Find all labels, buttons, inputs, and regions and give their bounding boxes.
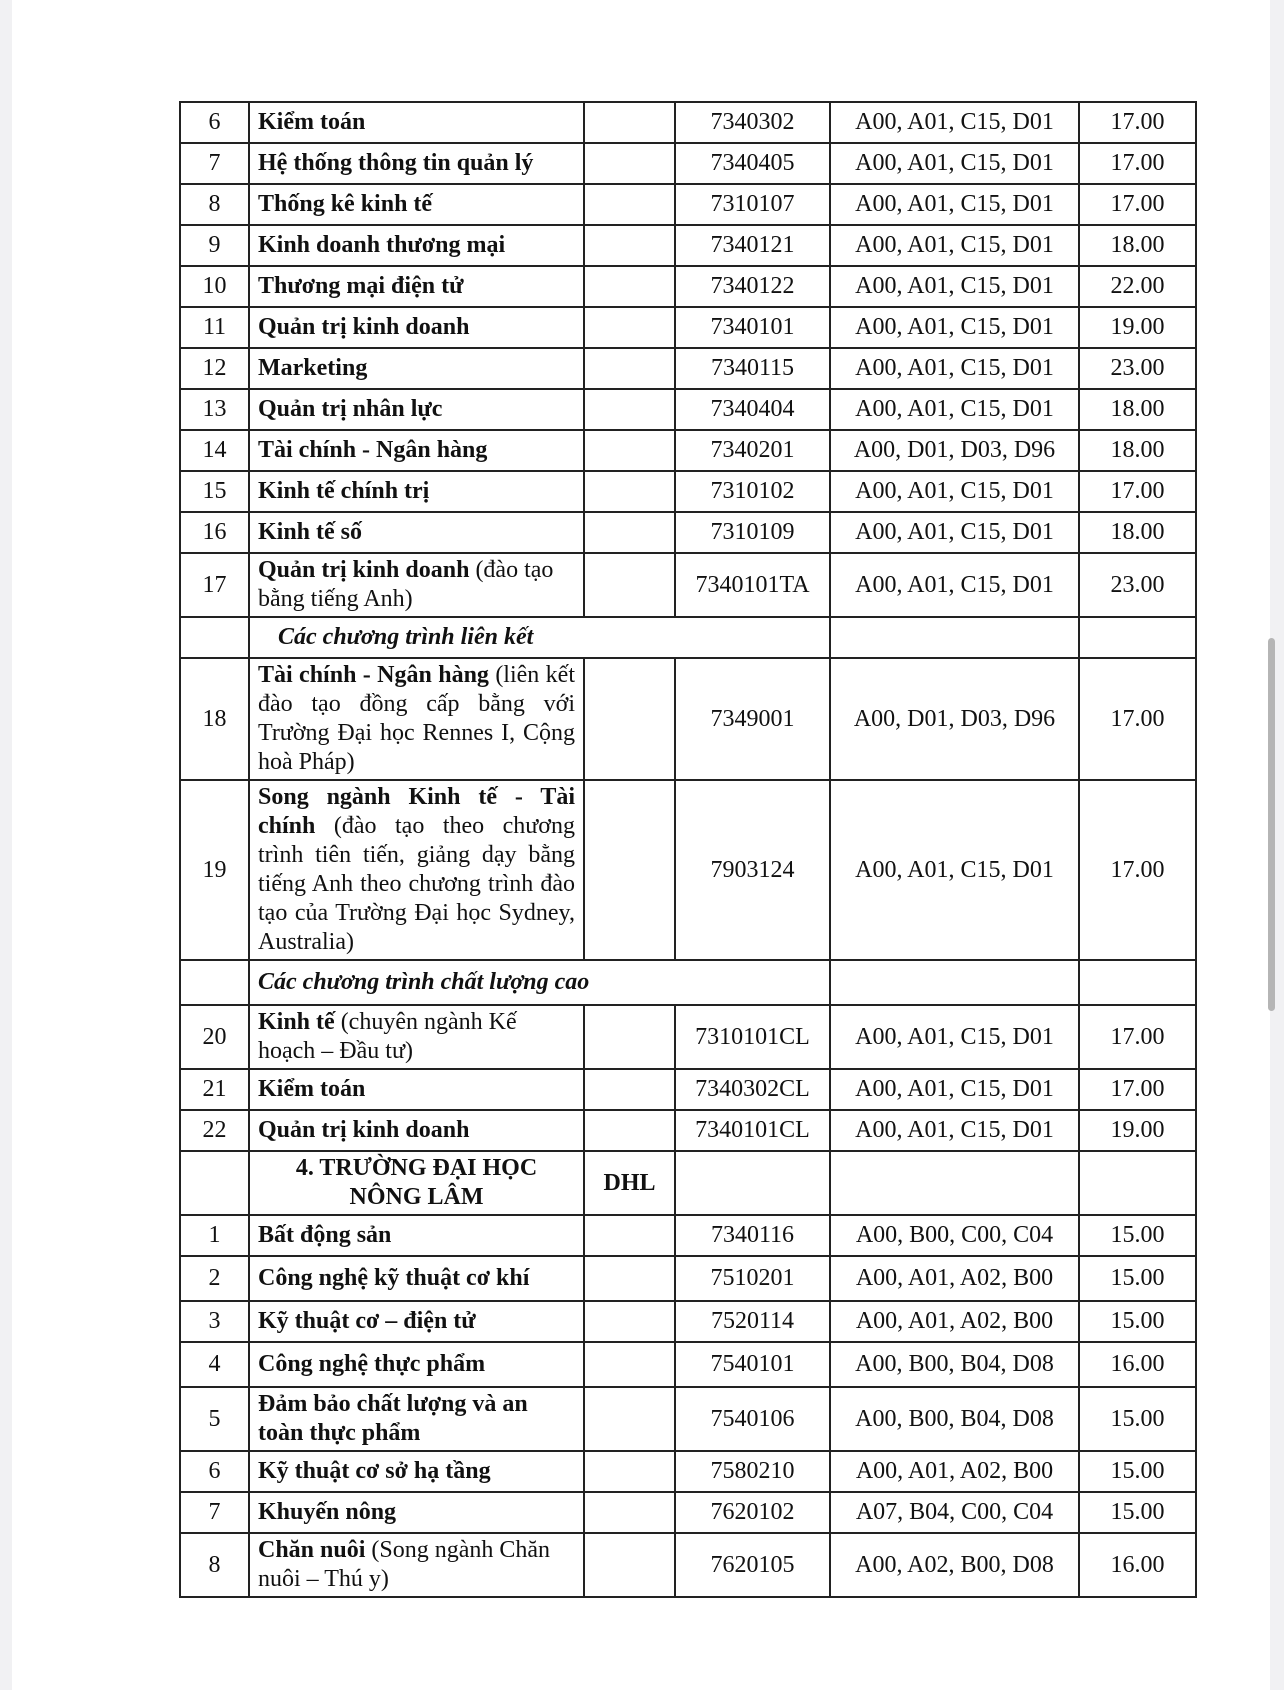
row-number-cell [180,1151,249,1215]
subject-combo-cell: A00, A01, C15, D01 [830,348,1079,389]
school-code-cell [584,1256,675,1301]
school-code-cell [584,348,675,389]
school-code: DHL [584,1151,675,1215]
program-name-cell [249,780,584,960]
major-code-cell: 7349001 [675,658,830,780]
score-cell: 15.00 [1079,1387,1196,1451]
major-code-cell: 7340404 [675,389,830,430]
section-title-lienket: Các chương trình liên kết [249,617,830,658]
program-name-cell [249,471,584,512]
table-row [180,553,1196,617]
school-code-cell [584,307,675,348]
row-number-cell: 11 [180,307,249,348]
program-name-note: (chuyên ngành Kế hoạch – Đầu tư) [258,1009,517,1064]
major-code-cell: 7903124 [675,780,830,960]
subject-combo-cell: A00, B00, C00, C04 [830,1215,1079,1256]
score-cell: 15.00 [1079,1492,1196,1533]
school-code-cell [584,1451,675,1492]
major-code-cell: 7620102 [675,1492,830,1533]
school-code-cell [584,430,675,471]
program-name-bold: Marketing [258,355,368,381]
table-row [180,430,1196,471]
program-name-cell [249,348,584,389]
table-row [180,307,1196,348]
program-name-bold: Kinh tế [258,1009,335,1035]
program-name-cell [249,266,584,307]
table-row [180,102,1196,143]
subject-combo-cell: A00, B00, B04, D08 [830,1342,1079,1387]
major-code-cell: 7340101 [675,307,830,348]
program-name-note: (Song ngành Chăn nuôi – Thú y) [258,1537,551,1592]
program-name-cell [249,1069,584,1110]
school-code-cell [584,389,675,430]
program-name-bold: Quản trị kinh doanh [258,314,470,340]
major-code-cell: 7510201 [675,1256,830,1301]
school-code-cell [584,1110,675,1151]
school-code-cell [584,1005,675,1069]
major-code-cell: 7340115 [675,348,830,389]
score-cell: 17.00 [1079,471,1196,512]
subject-combo-cell: A00, A01, C15, D01 [830,1069,1079,1110]
major-code-cell: 7310107 [675,184,830,225]
score-cell: 17.00 [1079,658,1196,780]
row-number-cell: 20 [180,1005,249,1069]
table-row [180,1301,1196,1342]
subject-combo-cell: A00, D01, D03, D96 [830,430,1079,471]
score-cell: 18.00 [1079,430,1196,471]
row-number-cell: 18 [180,658,249,780]
subject-combo-cell [830,1151,1079,1215]
school-code-cell [584,780,675,960]
program-name-cell [249,658,584,780]
school-code-cell [584,1215,675,1256]
vertical-scrollbar[interactable] [1268,638,1275,1011]
subject-combo-cell: A07, B04, C00, C04 [830,1492,1079,1533]
program-name-cell [249,430,584,471]
program-name-cell [249,184,584,225]
program-name-bold: Quản trị nhân lực [258,396,443,422]
school-header-row [180,1151,1196,1215]
program-name-cell [249,102,584,143]
major-code-cell: 7340101CL [675,1110,830,1151]
row-number-cell: 6 [180,1451,249,1492]
section-row [180,960,1196,1005]
subject-combo-cell [830,960,1079,1005]
program-name-cell [249,553,584,617]
school-code-cell [584,1301,675,1342]
table-row [180,1110,1196,1151]
subject-combo-cell: A00, A01, C15, D01 [830,553,1079,617]
table-row [180,512,1196,553]
score-cell: 15.00 [1079,1301,1196,1342]
subject-combo-cell: A00, A01, C15, D01 [830,225,1079,266]
major-code-cell: 7310102 [675,471,830,512]
program-name-note: (đào tạo bằng tiếng Anh) [258,557,554,612]
row-number-cell: 3 [180,1301,249,1342]
program-name-cell [249,389,584,430]
program-name-bold: Kiểm toán [258,1076,366,1102]
row-number-cell: 4 [180,1342,249,1387]
program-name-bold: Công nghệ thực phẩm [258,1351,486,1377]
subject-combo-cell: A00, A01, C15, D01 [830,471,1079,512]
score-cell: 17.00 [1079,102,1196,143]
program-name-bold: Chăn nuôi [258,1537,366,1563]
subject-combo-cell: A00, A01, C15, D01 [830,184,1079,225]
table-row [180,658,1196,780]
school-code-cell [584,1069,675,1110]
row-number-cell: 15 [180,471,249,512]
program-name-bold: Tài chính - Ngân hàng [258,662,489,688]
program-name-bold: Kinh doanh thương mại [258,232,506,258]
school-code-cell [584,266,675,307]
row-number-cell: 21 [180,1069,249,1110]
program-name-cell [249,1301,584,1342]
row-number-cell: 16 [180,512,249,553]
school-code-cell [584,143,675,184]
program-name-bold: Công nghệ kỹ thuật cơ khí [258,1265,530,1291]
major-code-cell: 7340101TA [675,553,830,617]
row-number-cell: 13 [180,389,249,430]
program-name-cell [249,225,584,266]
school-code-cell [584,471,675,512]
score-cell [1079,960,1196,1005]
row-number-cell: 8 [180,1533,249,1597]
major-code-cell: 7310101CL [675,1005,830,1069]
program-name-cell [249,1110,584,1151]
table-row [180,1069,1196,1110]
table-row [180,348,1196,389]
major-code-cell: 7340122 [675,266,830,307]
program-name-cell [249,1451,584,1492]
program-name-cell [249,307,584,348]
major-code-cell: 7340201 [675,430,830,471]
row-number-cell: 22 [180,1110,249,1151]
table-row [180,266,1196,307]
score-cell: 16.00 [1079,1342,1196,1387]
school-code-cell [584,512,675,553]
score-cell: 15.00 [1079,1451,1196,1492]
program-name-note: (đào tạo theo chương trình tiên tiến, giảng dạy bằng tiếng Anh theo chương trình đào tạo của Trường Đại học Sydney, Australia) [258,813,575,955]
program-name-cell [249,1342,584,1387]
score-cell [1079,617,1196,658]
score-cell: 18.00 [1079,512,1196,553]
major-code-cell: 7540101 [675,1342,830,1387]
school-code-cell [584,184,675,225]
subject-combo-cell: A00, D01, D03, D96 [830,658,1079,780]
score-cell: 15.00 [1079,1256,1196,1301]
table-row [180,1492,1196,1533]
program-name-bold: Kinh tế số [258,519,363,545]
subject-combo-cell: A00, A01, C15, D01 [830,266,1079,307]
score-cell: 17.00 [1079,1069,1196,1110]
program-name-bold: Kinh tế chính trị [258,478,430,504]
table-row [180,1005,1196,1069]
table-row [180,1533,1196,1597]
subject-combo-cell: A00, A01, C15, D01 [830,102,1079,143]
subject-combo-cell: A00, A01, A02, B00 [830,1451,1079,1492]
program-name-bold: Bất động sản [258,1222,392,1248]
row-number-cell: 2 [180,1256,249,1301]
score-cell: 19.00 [1079,1110,1196,1151]
row-number-cell [180,960,249,1005]
school-code-cell [584,553,675,617]
school-code-cell [584,102,675,143]
score-cell [1079,1151,1196,1215]
school-code-cell [584,1492,675,1533]
program-name-bold: Đảm bảo chất lượng và an toàn thực phẩm [258,1391,528,1446]
score-cell: 22.00 [1079,266,1196,307]
row-number-cell: 7 [180,1492,249,1533]
major-code-cell: 7340302 [675,102,830,143]
score-cell: 23.00 [1079,553,1196,617]
table-row [180,184,1196,225]
major-code-cell: 7340302CL [675,1069,830,1110]
program-name-cell [249,1492,584,1533]
row-number-cell: 6 [180,102,249,143]
major-code-cell: 7340121 [675,225,830,266]
subject-combo-cell: A00, A01, C15, D01 [830,1110,1079,1151]
row-number-cell: 5 [180,1387,249,1451]
program-name-bold: Kỹ thuật cơ – điện tử [258,1308,476,1334]
row-number-cell: 8 [180,184,249,225]
program-name-note: (liên kết đào tạo đồng cấp bằng với Trường Đại học Rennes I, Cộng hoà Pháp) [258,662,575,775]
table-row [180,1215,1196,1256]
program-name-bold: Tài chính - Ngân hàng [258,437,488,463]
program-name-bold: Song ngành Kinh tế - Tài chính [258,784,575,839]
program-name-cell [249,1256,584,1301]
score-cell: 17.00 [1079,1005,1196,1069]
row-number-cell: 17 [180,553,249,617]
table-row [180,143,1196,184]
table-row [180,1451,1196,1492]
major-code-cell: 7580210 [675,1451,830,1492]
school-code-cell [584,658,675,780]
subject-combo-cell: A00, A01, C15, D01 [830,143,1079,184]
subject-combo-cell: A00, A01, C15, D01 [830,1005,1079,1069]
row-number-cell [180,617,249,658]
program-name-bold: Kiểm toán [258,109,366,135]
program-name-bold: Quản trị kinh doanh [258,1117,470,1143]
row-number-cell: 10 [180,266,249,307]
score-cell: 17.00 [1079,780,1196,960]
program-name-cell [249,1005,584,1069]
program-name-cell [249,143,584,184]
score-cell: 19.00 [1079,307,1196,348]
subject-combo-cell: A00, A02, B00, D08 [830,1533,1079,1597]
score-cell: 18.00 [1079,225,1196,266]
subject-combo-cell: A00, A01, A02, B00 [830,1301,1079,1342]
score-cell: 17.00 [1079,143,1196,184]
score-cell: 17.00 [1079,184,1196,225]
program-name-bold: Hệ thống thông tin quản lý [258,150,534,176]
school-code-cell [584,225,675,266]
table-row [180,780,1196,960]
program-name-cell [249,1215,584,1256]
table-row [180,1342,1196,1387]
subject-combo-cell: A00, A01, A02, B00 [830,1256,1079,1301]
school-code-cell [584,1342,675,1387]
program-name-bold: Thống kê kinh tế [258,191,433,217]
program-name-bold: Quản trị kinh doanh [258,557,470,583]
program-name-cell [249,1387,584,1451]
table-row [180,225,1196,266]
major-code-cell: 7340116 [675,1215,830,1256]
program-name-bold: Kỹ thuật cơ sở hạ tầng [258,1458,491,1484]
program-name-cell [249,1533,584,1597]
major-code-cell: 7340405 [675,143,830,184]
row-number-cell: 9 [180,225,249,266]
table-row [180,1387,1196,1451]
admission-table [179,101,1197,1598]
subject-combo-cell [830,617,1079,658]
subject-combo-cell: A00, A01, C15, D01 [830,780,1079,960]
school-name: 4. TRƯỜNG ĐẠI HỌC NÔNG LÂM [249,1151,584,1215]
score-cell: 23.00 [1079,348,1196,389]
row-number-cell: 1 [180,1215,249,1256]
program-name-cell [249,512,584,553]
major-code-cell: 7540106 [675,1387,830,1451]
subject-combo-cell: A00, A01, C15, D01 [830,307,1079,348]
score-cell: 18.00 [1079,389,1196,430]
table-row [180,471,1196,512]
school-code-cell [584,1533,675,1597]
table-row [180,389,1196,430]
school-code-cell [584,1387,675,1451]
major-code-cell: 7310109 [675,512,830,553]
section-row [180,617,1196,658]
row-number-cell: 7 [180,143,249,184]
table-row [180,1256,1196,1301]
major-code-cell: 7620105 [675,1533,830,1597]
section-title-chatluongcao: Các chương trình chất lượng cao [249,960,830,1005]
row-number-cell: 14 [180,430,249,471]
subject-combo-cell: A00, A01, C15, D01 [830,512,1079,553]
row-number-cell: 12 [180,348,249,389]
program-name-bold: Khuyến nông [258,1499,397,1525]
row-number-cell: 19 [180,780,249,960]
program-name-bold: Thương mại điện tử [258,273,464,299]
major-code-cell [675,1151,830,1215]
major-code-cell: 7520114 [675,1301,830,1342]
score-cell: 15.00 [1079,1215,1196,1256]
score-cell: 16.00 [1079,1533,1196,1597]
subject-combo-cell: A00, B00, B04, D08 [830,1387,1079,1451]
subject-combo-cell: A00, A01, C15, D01 [830,389,1079,430]
